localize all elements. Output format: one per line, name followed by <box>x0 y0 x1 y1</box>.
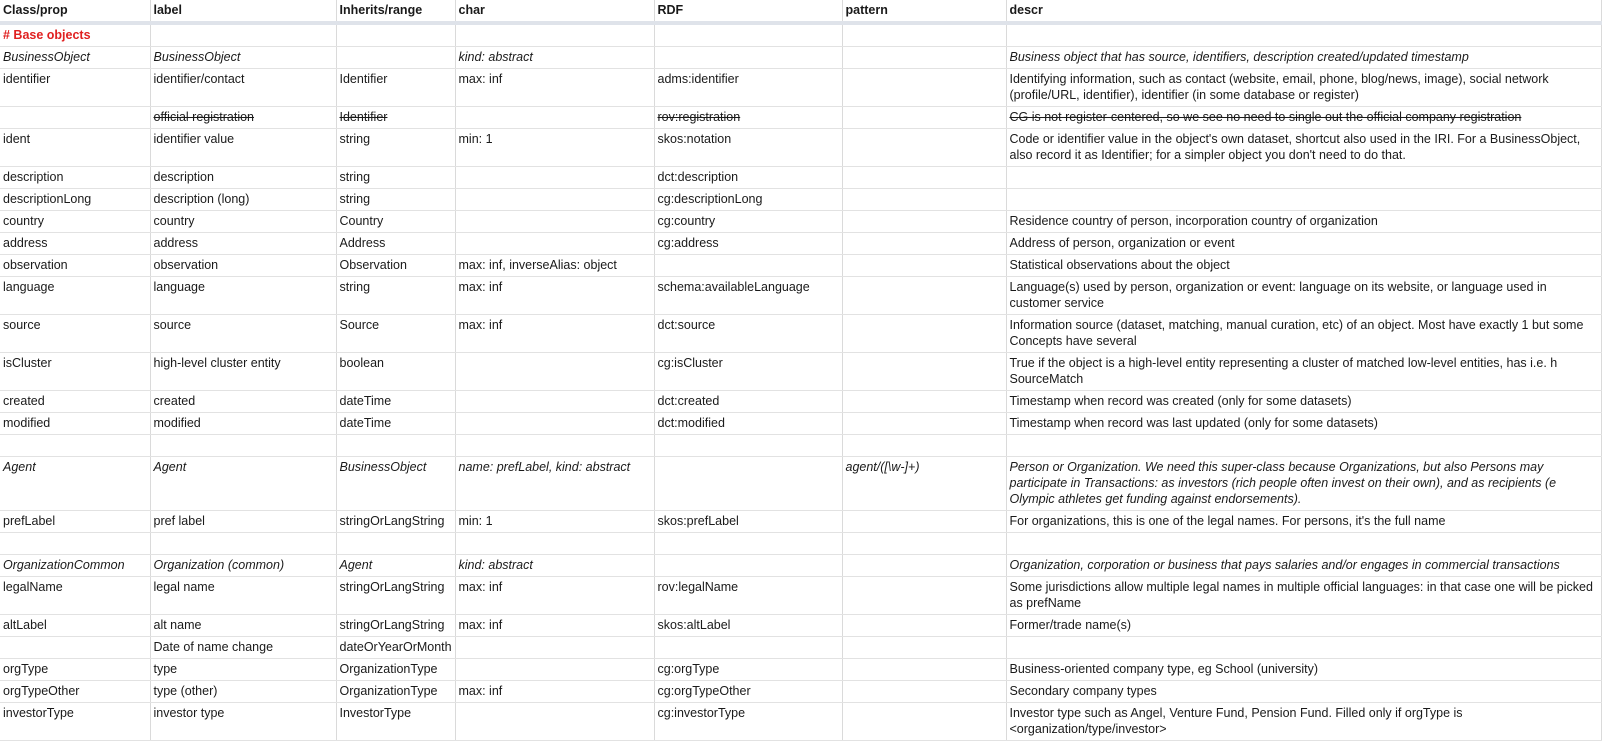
cell-descr[interactable]: Investor type such as Angel, Venture Fund, Pension Fund. Filled only if orgType is <organization/type/investor> <box>1006 703 1601 741</box>
table-row <box>0 457 1601 511</box>
table-row <box>0 315 1601 353</box>
cell-class-prop[interactable]: isCluster <box>0 353 150 391</box>
cell-rdf[interactable]: rov:legalName <box>654 577 842 615</box>
cell-pattern[interactable] <box>842 413 1006 435</box>
table-row <box>0 435 1601 457</box>
cell-rdf[interactable]: skos:notation <box>654 129 842 167</box>
cell-label[interactable]: language <box>150 277 336 315</box>
cell-inherits-range[interactable]: dateTime <box>336 413 455 435</box>
cell-descr[interactable]: Some jurisdictions allow multiple legal names in multiple official languages: in that case one will be picked as prefName <box>1006 577 1601 615</box>
cell-label[interactable]: official registration <box>150 107 336 129</box>
cell-rdf[interactable]: skos:altLabel <box>654 615 842 637</box>
cell-char[interactable] <box>455 211 654 233</box>
cell-pattern[interactable] <box>842 681 1006 703</box>
cell-descr[interactable]: Residence country of person, incorporation country of organization <box>1006 211 1601 233</box>
cell-rdf[interactable] <box>654 47 842 69</box>
table-cell[interactable] <box>654 23 842 47</box>
cell-pattern[interactable] <box>842 277 1006 315</box>
cell-descr[interactable]: CG is not register-centered, so we see no need to single out the official company registration <box>1006 107 1601 129</box>
cell-class-prop[interactable] <box>0 435 150 457</box>
cell-inherits-range[interactable]: Identifier <box>336 107 455 129</box>
cell-inherits-range[interactable]: Country <box>336 211 455 233</box>
cell-descr[interactable]: Address of person, organization or event <box>1006 233 1601 255</box>
cell-rdf[interactable]: cg:address <box>654 233 842 255</box>
cell-pattern[interactable] <box>842 533 1006 555</box>
cell-char[interactable]: min: 1 <box>455 129 654 167</box>
table-row <box>0 107 1601 129</box>
cell-inherits-range[interactable]: Address <box>336 233 455 255</box>
cell-label[interactable]: alt name <box>150 615 336 637</box>
cell-rdf[interactable]: cg:orgType <box>654 659 842 681</box>
cell-pattern[interactable]: agent/([\w-]+) <box>842 457 1006 511</box>
column-header-label[interactable]: label <box>150 0 336 23</box>
cell-label[interactable]: source <box>150 315 336 353</box>
cell-label[interactable]: legal name <box>150 577 336 615</box>
cell-descr[interactable]: Timestamp when record was last updated (only for some datasets) <box>1006 413 1601 435</box>
cell-class-prop[interactable]: observation <box>0 255 150 277</box>
cell-rdf[interactable]: dct:created <box>654 391 842 413</box>
table-cell[interactable] <box>1006 23 1601 47</box>
table-cell[interactable] <box>842 23 1006 47</box>
cell-class-prop[interactable]: descriptionLong <box>0 189 150 211</box>
table-row <box>0 167 1601 189</box>
cell-inherits-range[interactable]: OrganizationType <box>336 681 455 703</box>
cell-label[interactable]: country <box>150 211 336 233</box>
cell-label[interactable]: Organization (common) <box>150 555 336 577</box>
cell-inherits-range[interactable]: Observation <box>336 255 455 277</box>
cell-label[interactable]: BusinessObject <box>150 47 336 69</box>
cell-class-prop[interactable]: legalName <box>0 577 150 615</box>
cell-rdf[interactable]: cg:investorType <box>654 703 842 741</box>
table-row <box>0 703 1601 741</box>
cell-inherits-range[interactable] <box>336 533 455 555</box>
cell-pattern[interactable] <box>842 255 1006 277</box>
cell-inherits-range[interactable] <box>336 435 455 457</box>
cell-rdf[interactable]: skos:prefLabel <box>654 511 842 533</box>
cell-class-prop[interactable]: source <box>0 315 150 353</box>
cell-pattern[interactable] <box>842 615 1006 637</box>
cell-class-prop[interactable]: ident <box>0 129 150 167</box>
cell-rdf[interactable]: cg:isCluster <box>654 353 842 391</box>
cell-char[interactable] <box>455 391 654 413</box>
cell-class-prop[interactable]: Agent <box>0 457 150 511</box>
cell-descr[interactable]: Organization, corporation or business that pays salaries and/or engages in commercial transactions <box>1006 555 1601 577</box>
cell-descr[interactable]: Statistical observations about the object <box>1006 255 1601 277</box>
cell-pattern[interactable] <box>842 659 1006 681</box>
cell-class-prop[interactable]: language <box>0 277 150 315</box>
cell-class-prop[interactable] <box>0 107 150 129</box>
table-row <box>0 511 1601 533</box>
cell-inherits-range[interactable]: Source <box>336 315 455 353</box>
cell-descr[interactable] <box>1006 189 1601 211</box>
cell-class-prop[interactable] <box>0 533 150 555</box>
cell-rdf[interactable] <box>654 637 842 659</box>
table-cell[interactable] <box>455 23 654 47</box>
cell-label[interactable]: description (long) <box>150 189 336 211</box>
column-header-rdf[interactable]: RDF <box>654 0 842 23</box>
cell-char[interactable]: max: inf <box>455 615 654 637</box>
cell-char[interactable] <box>455 435 654 457</box>
cell-label[interactable]: description <box>150 167 336 189</box>
cell-char[interactable]: max: inf <box>455 577 654 615</box>
cell-rdf[interactable]: adms:identifier <box>654 69 842 107</box>
column-header-char[interactable]: char <box>455 0 654 23</box>
cell-label[interactable]: investor type <box>150 703 336 741</box>
cell-char[interactable] <box>455 167 654 189</box>
cell-label[interactable]: identifier value <box>150 129 336 167</box>
cell-char[interactable] <box>455 233 654 255</box>
cell-pattern[interactable] <box>842 167 1006 189</box>
cell-descr[interactable] <box>1006 533 1601 555</box>
table-row <box>0 69 1601 107</box>
cell-label[interactable]: Agent <box>150 457 336 511</box>
cell-label[interactable] <box>150 435 336 457</box>
cell-class-prop[interactable]: modified <box>0 413 150 435</box>
cell-label[interactable]: type <box>150 659 336 681</box>
cell-pattern[interactable] <box>842 391 1006 413</box>
cell-inherits-range[interactable]: string <box>336 189 455 211</box>
cell-char[interactable] <box>455 659 654 681</box>
section-title[interactable]: # Base objects <box>0 23 150 47</box>
cell-class-prop[interactable]: prefLabel <box>0 511 150 533</box>
table-row <box>0 577 1601 615</box>
cell-class-prop[interactable]: OrganizationCommon <box>0 555 150 577</box>
cell-descr[interactable]: Language(s) used by person, organization or event: language on its website, or language used in customer service <box>1006 277 1601 315</box>
cell-char[interactable]: kind: abstract <box>455 47 654 69</box>
cell-label[interactable]: Date of name change <box>150 637 336 659</box>
table-row <box>0 277 1601 315</box>
cell-char[interactable]: max: inf <box>455 315 654 353</box>
cell-class-prop[interactable]: BusinessObject <box>0 47 150 69</box>
table-row <box>0 353 1601 391</box>
cell-rdf[interactable]: cg:country <box>654 211 842 233</box>
cell-descr[interactable]: True if the object is a high-level entity representing a cluster of matched low-level entities, has i.e. h SourceMatch <box>1006 353 1601 391</box>
cell-descr[interactable]: Business-oriented company type, eg School (university) <box>1006 659 1601 681</box>
cell-label[interactable]: modified <box>150 413 336 435</box>
cell-class-prop[interactable]: orgType <box>0 659 150 681</box>
cell-class-prop[interactable] <box>0 637 150 659</box>
cell-inherits-range[interactable]: string <box>336 129 455 167</box>
cell-char[interactable] <box>455 703 654 741</box>
cell-class-prop[interactable]: identifier <box>0 69 150 107</box>
column-header-descr[interactable]: descr <box>1006 0 1601 23</box>
cell-inherits-range[interactable]: string <box>336 277 455 315</box>
cell-char[interactable] <box>455 107 654 129</box>
table-row <box>0 413 1601 435</box>
cell-label[interactable]: pref label <box>150 511 336 533</box>
cell-inherits-range[interactable]: stringOrLangString <box>336 577 455 615</box>
table-row <box>0 533 1601 555</box>
cell-label[interactable]: identifier/contact <box>150 69 336 107</box>
cell-rdf[interactable] <box>654 533 842 555</box>
cell-label[interactable]: address <box>150 233 336 255</box>
column-header-inherits-range[interactable]: Inherits/range <box>336 0 455 23</box>
cell-class-prop[interactable]: created <box>0 391 150 413</box>
cell-class-prop[interactable]: orgTypeOther <box>0 681 150 703</box>
cell-rdf[interactable] <box>654 457 842 511</box>
cell-rdf[interactable]: cg:descriptionLong <box>654 189 842 211</box>
cell-rdf[interactable]: dct:modified <box>654 413 842 435</box>
cell-descr[interactable]: Former/trade name(s) <box>1006 615 1601 637</box>
table-row <box>0 189 1601 211</box>
table-row <box>0 233 1601 255</box>
table-row <box>0 681 1601 703</box>
table-row <box>0 637 1601 659</box>
table-row <box>0 659 1601 681</box>
cell-char[interactable]: max: inf <box>455 277 654 315</box>
cell-char[interactable]: max: inf <box>455 69 654 107</box>
cell-pattern[interactable] <box>842 315 1006 353</box>
cell-inherits-range[interactable]: InvestorType <box>336 703 455 741</box>
cell-pattern[interactable] <box>842 703 1006 741</box>
cell-rdf[interactable]: cg:orgTypeOther <box>654 681 842 703</box>
section-row <box>0 23 1601 47</box>
cell-descr[interactable]: Person or Organization. We need this super-class because Organizations, but also Persons may participate in Transactions: as investors (rich people often invest on their own), and as recipients (e Olympic athletes get funding against endorsements). <box>1006 457 1601 511</box>
cell-inherits-range[interactable]: BusinessObject <box>336 457 455 511</box>
cell-pattern[interactable] <box>842 511 1006 533</box>
column-header-pattern[interactable]: pattern <box>842 0 1006 23</box>
cell-label[interactable]: high-level cluster entity <box>150 353 336 391</box>
cell-inherits-range[interactable]: dateOrYearOrMonth <box>336 637 455 659</box>
cell-class-prop[interactable]: altLabel <box>0 615 150 637</box>
cell-pattern[interactable] <box>842 353 1006 391</box>
table-row <box>0 615 1601 637</box>
cell-descr[interactable]: Timestamp when record was created (only for some datasets) <box>1006 391 1601 413</box>
cell-inherits-range[interactable] <box>336 47 455 69</box>
cell-pattern[interactable] <box>842 189 1006 211</box>
table-row <box>0 255 1601 277</box>
cell-label[interactable]: created <box>150 391 336 413</box>
cell-char[interactable]: max: inf, inverseAlias: object <box>455 255 654 277</box>
cell-pattern[interactable] <box>842 211 1006 233</box>
cell-descr[interactable] <box>1006 435 1601 457</box>
cell-inherits-range[interactable]: boolean <box>336 353 455 391</box>
cell-pattern[interactable] <box>842 435 1006 457</box>
cell-descr[interactable]: Business object that has source, identifiers, description created/updated timestamp <box>1006 47 1601 69</box>
cell-class-prop[interactable]: country <box>0 211 150 233</box>
cell-rdf[interactable] <box>654 255 842 277</box>
cell-char[interactable] <box>455 353 654 391</box>
table-row <box>0 129 1601 167</box>
table-row <box>0 555 1601 577</box>
cell-descr[interactable]: For organizations, this is one of the legal names. For persons, it's the full name <box>1006 511 1601 533</box>
cell-inherits-range[interactable]: string <box>336 167 455 189</box>
cell-pattern[interactable] <box>842 577 1006 615</box>
table-row <box>0 391 1601 413</box>
table-row <box>0 47 1601 69</box>
cell-pattern[interactable] <box>842 47 1006 69</box>
cell-label[interactable]: type (other) <box>150 681 336 703</box>
cell-inherits-range[interactable]: stringOrLangString <box>336 511 455 533</box>
cell-descr[interactable]: Secondary company types <box>1006 681 1601 703</box>
table-cell[interactable] <box>336 23 455 47</box>
column-header-class-prop[interactable]: Class/prop <box>0 0 150 23</box>
cell-inherits-range[interactable]: Agent <box>336 555 455 577</box>
cell-char[interactable]: min: 1 <box>455 511 654 533</box>
cell-pattern[interactable] <box>842 107 1006 129</box>
cell-pattern[interactable] <box>842 637 1006 659</box>
cell-rdf[interactable]: rov:registration <box>654 107 842 129</box>
cell-descr[interactable]: Information source (dataset, matching, manual curation, etc) of an object. Most have exactly 1 but some Concepts have several <box>1006 315 1601 353</box>
cell-pattern[interactable] <box>842 233 1006 255</box>
cell-rdf[interactable]: dct:source <box>654 315 842 353</box>
cell-rdf[interactable] <box>654 555 842 577</box>
cell-char[interactable] <box>455 533 654 555</box>
cell-inherits-range[interactable]: stringOrLangString <box>336 615 455 637</box>
cell-descr[interactable] <box>1006 637 1601 659</box>
cell-descr[interactable]: Identifying information, such as contact (website, email, phone, blog/news, image), social network (profile/URL, identifier), identifier (in some database or register) <box>1006 69 1601 107</box>
cell-label[interactable] <box>150 533 336 555</box>
cell-pattern[interactable] <box>842 555 1006 577</box>
cell-class-prop[interactable]: description <box>0 167 150 189</box>
cell-rdf[interactable]: schema:availableLanguage <box>654 277 842 315</box>
cell-char[interactable] <box>455 637 654 659</box>
table-row <box>0 211 1601 233</box>
cell-descr[interactable] <box>1006 167 1601 189</box>
cell-char[interactable] <box>455 413 654 435</box>
header-row <box>0 0 1601 23</box>
cell-inherits-range[interactable]: OrganizationType <box>336 659 455 681</box>
cell-char[interactable] <box>455 189 654 211</box>
table-cell[interactable] <box>150 23 336 47</box>
cell-label[interactable]: observation <box>150 255 336 277</box>
cell-pattern[interactable] <box>842 129 1006 167</box>
cell-class-prop[interactable]: address <box>0 233 150 255</box>
cell-inherits-range[interactable]: dateTime <box>336 391 455 413</box>
cell-char[interactable]: kind: abstract <box>455 555 654 577</box>
cell-class-prop[interactable]: investorType <box>0 703 150 741</box>
cell-descr[interactable]: Code or identifier value in the object's own dataset, shortcut also used in the IRI. For a BusinessObject, also record it as Identifier; for a simpler object you don't need to do that. <box>1006 129 1601 167</box>
cell-pattern[interactable] <box>842 69 1006 107</box>
cell-inherits-range[interactable]: Identifier <box>336 69 455 107</box>
cell-rdf[interactable] <box>654 435 842 457</box>
cell-rdf[interactable]: dct:description <box>654 167 842 189</box>
cell-char[interactable]: name: prefLabel, kind: abstract <box>455 457 654 511</box>
cell-char[interactable]: max: inf <box>455 681 654 703</box>
